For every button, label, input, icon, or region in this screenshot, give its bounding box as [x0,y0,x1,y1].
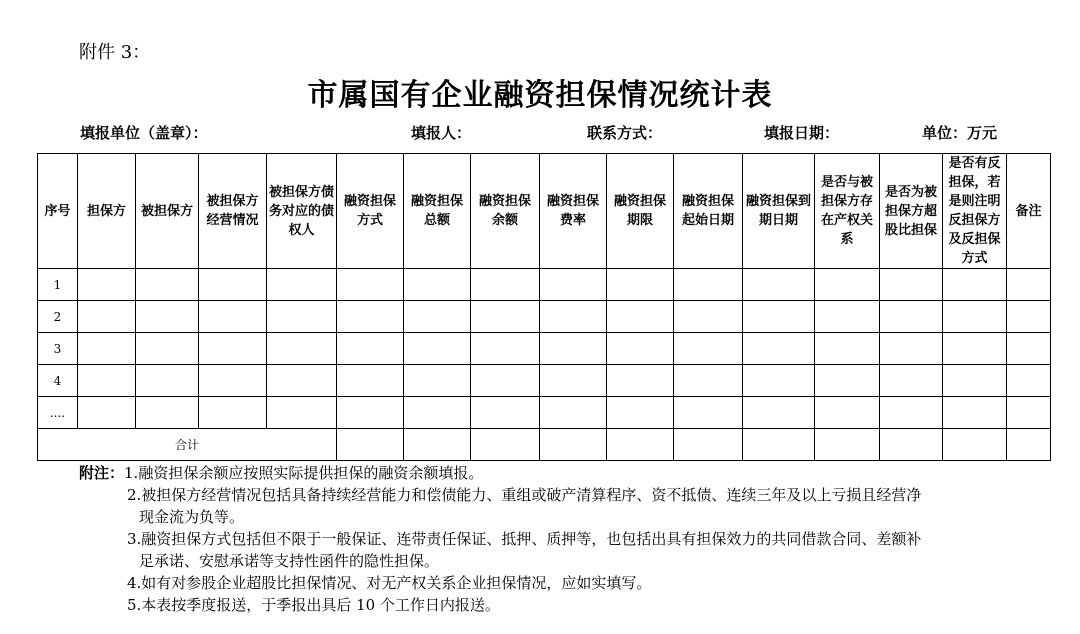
row-number: 2 [38,301,78,333]
table-cell[interactable] [607,429,674,461]
table-cell[interactable] [471,397,540,429]
col-header: 是否为被担保方超股比担保 [880,154,943,269]
col-header: 被担保方债务对应的债权人 [267,154,337,269]
table-cell[interactable] [880,269,943,301]
table-cell[interactable] [337,397,404,429]
table-cell[interactable] [674,429,743,461]
table-cell[interactable] [136,269,199,301]
table-cell[interactable] [815,333,880,365]
table-cell[interactable] [815,429,880,461]
table-cell[interactable] [880,301,943,333]
table-row [38,397,1051,429]
table-cell[interactable] [1007,397,1051,429]
table-cell[interactable] [267,333,337,365]
note-item: 现金流为负等。 [139,508,245,526]
table-cell[interactable] [1007,429,1051,461]
table-cell[interactable] [540,333,607,365]
table-cell[interactable] [1007,301,1051,333]
col-header: 被担保方 [136,154,199,269]
table-cell[interactable] [136,365,199,397]
col-header: 担保方 [78,154,136,269]
table-cell[interactable] [267,397,337,429]
table-cell[interactable] [199,269,267,301]
guarantee-statistics-table [37,153,1051,461]
table-cell[interactable] [199,397,267,429]
note-item: 足承诺、安慰承诺等支持性函件的隐性担保。 [139,552,440,570]
table-cell[interactable] [78,333,136,365]
table-cell[interactable] [136,333,199,365]
total-label: 合计 [38,429,337,461]
col-header: 是否与被担保方存在产权关系 [815,154,880,269]
table-cell[interactable] [943,301,1007,333]
col-header: 融资担保总额 [404,154,471,269]
table-cell[interactable] [267,269,337,301]
col-header: 被担保方经营情况 [199,154,267,269]
table-cell[interactable] [540,429,607,461]
table-cell[interactable] [337,301,404,333]
table-cell[interactable] [199,333,267,365]
table-cell[interactable] [743,269,815,301]
note-item: 5.本表按季度报送，于季报出具后 10 个工作日内报送。 [127,596,500,614]
attachment-label: 附件 3： [79,42,151,63]
table-cell[interactable] [674,365,743,397]
table-cell[interactable] [880,365,943,397]
row-number: 1 [38,269,78,301]
fill-filler-label: 填报人： [411,124,472,142]
table-header-row [38,154,1051,269]
table-cell[interactable] [880,333,943,365]
row-number: 3 [38,333,78,365]
table-cell[interactable] [943,397,1007,429]
table-cell[interactable] [607,269,674,301]
col-header: 备注 [1007,154,1051,269]
table-cell[interactable] [743,397,815,429]
notes-section [79,462,1039,616]
table-cell[interactable] [815,365,880,397]
col-header: 融资担保起始日期 [674,154,743,269]
table-cell[interactable] [607,365,674,397]
table-cell[interactable] [78,365,136,397]
table-cell[interactable] [674,269,743,301]
table-cell[interactable] [337,429,404,461]
table-cell[interactable] [943,333,1007,365]
fill-currency-label: 单位：万元 [922,124,998,142]
table-cell[interactable] [404,333,471,365]
table-cell[interactable] [1007,365,1051,397]
note-item: 4.如有对参股企业超股比担保情况、对无产权关系企业担保情况，应如实填写。 [127,574,652,592]
table-cell[interactable] [199,365,267,397]
table-row [38,301,1051,333]
table-cell[interactable] [78,301,136,333]
table-cell[interactable] [78,269,136,301]
table-cell[interactable] [337,365,404,397]
total-row [38,429,1051,461]
table-cell[interactable] [337,333,404,365]
row-number: 4 [38,365,78,397]
table-cell[interactable] [815,397,880,429]
col-header: 序号 [38,154,78,269]
note-item: 2.被担保方经营情况包括具备持续经营能力和偿债能力、重组或破产清算程序、资不抵债、连续三年及以上亏损且经营净 [127,486,922,504]
table-cell[interactable] [674,333,743,365]
note-item: 3.融资担保方式包括但不限于一般保证、连带责任保证、抵押、质押等，也包括出具有担保效力的共同借款合同、差额补 [127,530,922,548]
table-cell[interactable] [404,301,471,333]
table-row [38,269,1051,301]
table-cell[interactable] [607,397,674,429]
table-cell[interactable] [674,301,743,333]
table-cell[interactable] [607,301,674,333]
col-header: 是否有反担保，若是则注明反担保方及反担保方式 [943,154,1007,269]
table-cell[interactable] [404,397,471,429]
table-cell[interactable] [471,301,540,333]
notes-label: 附注： [79,464,125,482]
fill-unit-label: 填报单位（盖章）： [80,124,208,142]
table-cell[interactable] [136,397,199,429]
fill-contact-label: 联系方式： [587,124,663,142]
table-cell[interactable] [743,429,815,461]
table-cell[interactable] [743,333,815,365]
table-cell[interactable] [743,301,815,333]
table-cell[interactable] [471,429,540,461]
note-item [79,462,1039,484]
table-cell[interactable] [943,429,1007,461]
table-cell[interactable] [404,429,471,461]
table-cell[interactable] [607,333,674,365]
table-cell[interactable] [880,429,943,461]
table-cell[interactable] [743,365,815,397]
table-cell[interactable] [540,365,607,397]
col-header: 融资担保期限 [607,154,674,269]
row-number: .... [38,397,78,429]
table-cell[interactable] [267,301,337,333]
table-cell[interactable] [78,397,136,429]
table-cell[interactable] [267,365,337,397]
table-cell[interactable] [471,333,540,365]
col-header: 融资担保方式 [337,154,404,269]
page-title: 市属国有企业融资担保情况统计表 [307,78,773,113]
table-cell[interactable] [815,301,880,333]
table-cell[interactable] [136,301,199,333]
table-cell[interactable] [471,365,540,397]
table-cell[interactable] [943,269,1007,301]
table-cell[interactable] [471,269,540,301]
table-cell[interactable] [540,397,607,429]
table-cell[interactable] [880,397,943,429]
table-cell[interactable] [1007,269,1051,301]
col-header: 融资担保余额 [471,154,540,269]
table-cell[interactable] [674,397,743,429]
table-cell[interactable] [404,365,471,397]
table-cell[interactable] [199,301,267,333]
table-cell[interactable] [1007,333,1051,365]
table-row [38,365,1051,397]
table-cell[interactable] [337,269,404,301]
table-cell[interactable] [404,269,471,301]
table-row [38,333,1051,365]
table-cell[interactable] [540,301,607,333]
table-cell[interactable] [943,365,1007,397]
fill-date-label: 填报日期： [764,124,840,142]
col-header: 融资担保费率 [540,154,607,269]
note-text: 1.融资担保余额应按照实际提供担保的融资余额填报。 [124,464,484,482]
table-cell[interactable] [815,269,880,301]
col-header: 融资担保到期日期 [743,154,815,269]
table-cell[interactable] [540,269,607,301]
